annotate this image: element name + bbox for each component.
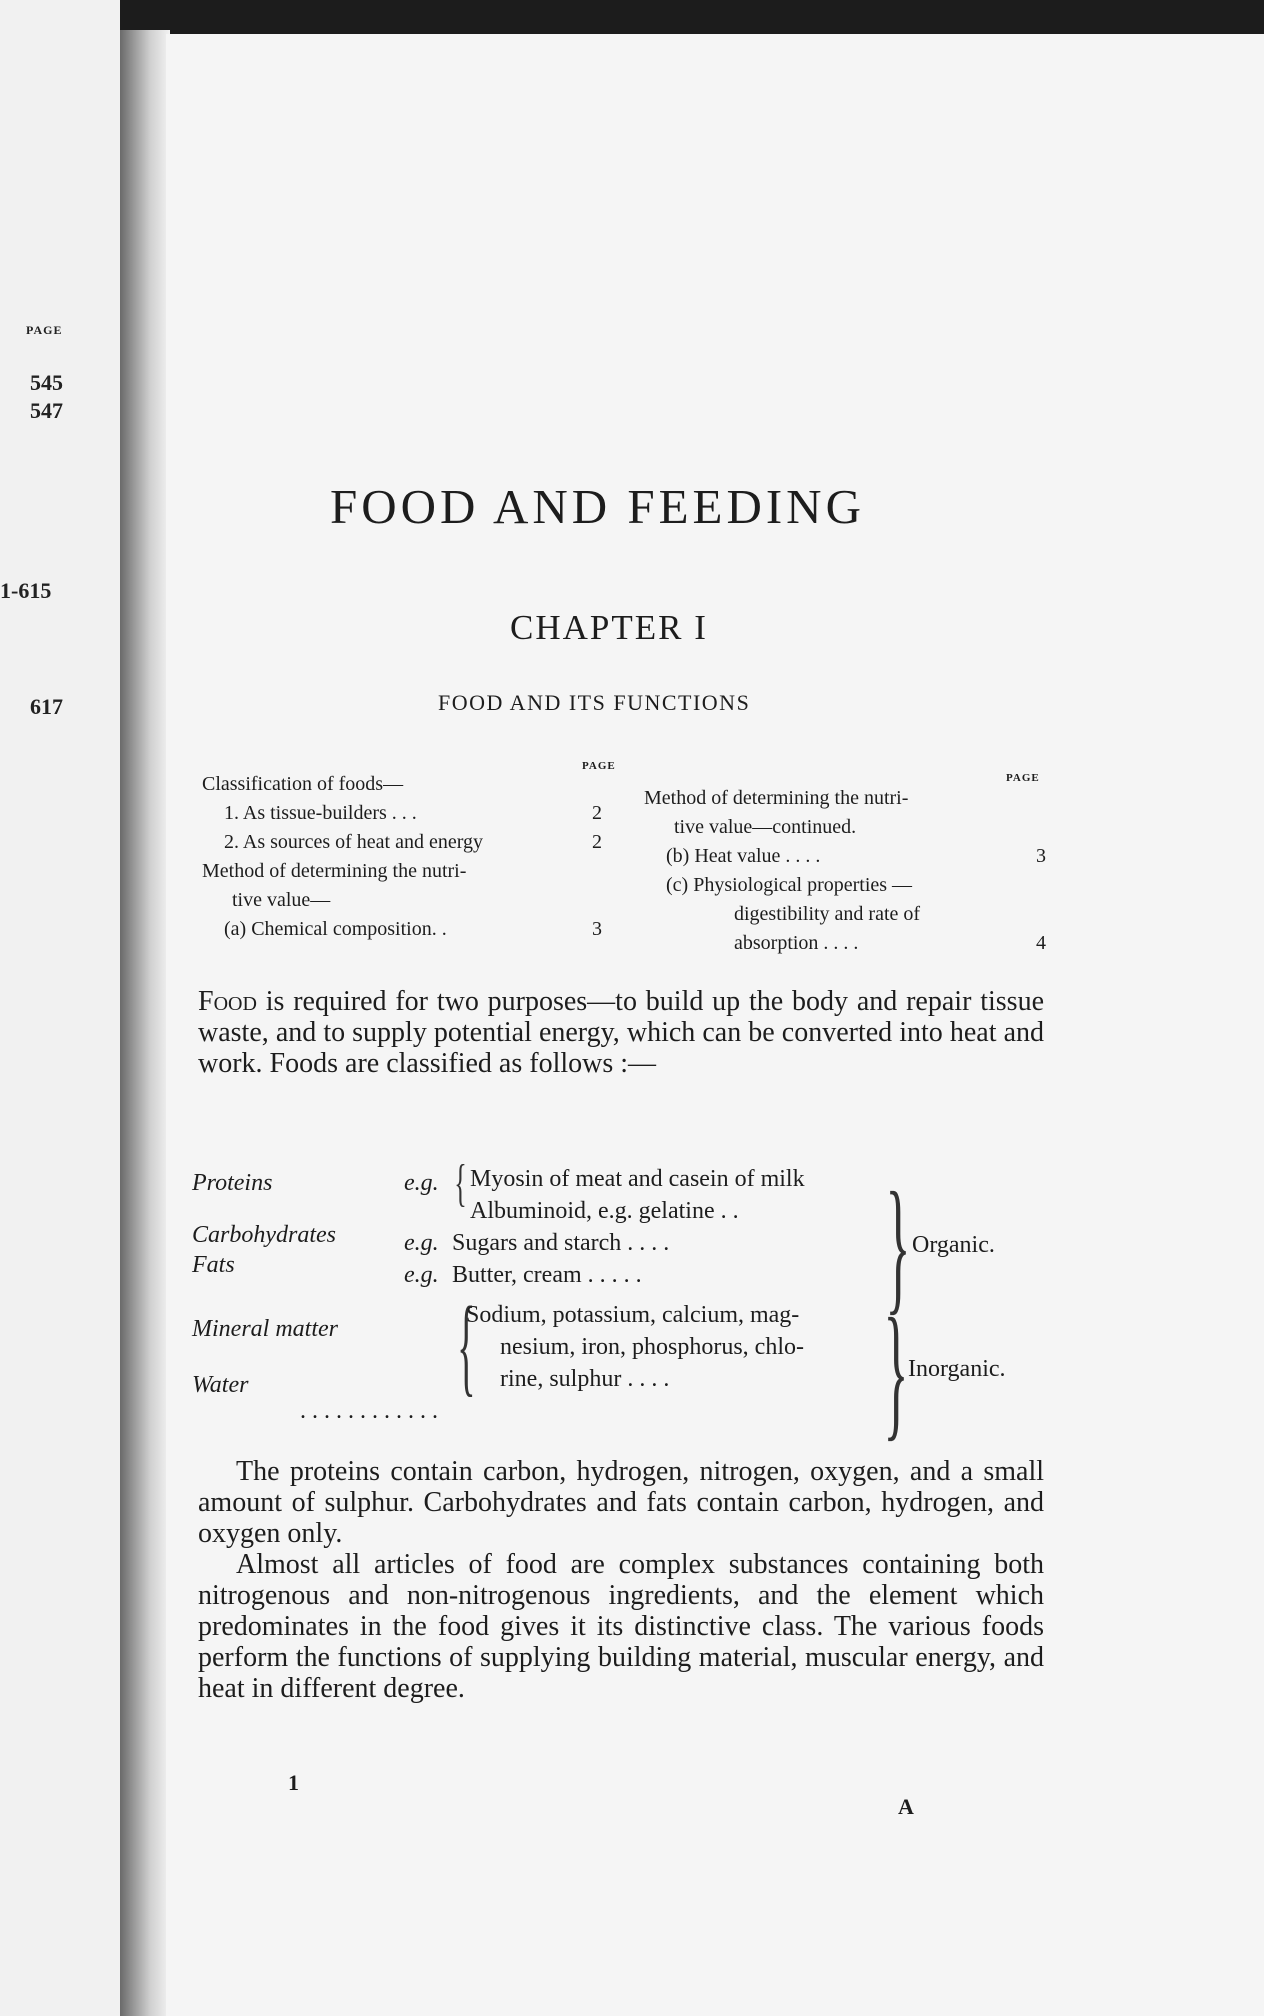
contents-page-label: PAGE [1006,772,1040,784]
signature-mark: A [898,1794,914,1819]
right-brace: } [883,1288,909,1454]
food-class-name: Proteins [192,1170,273,1196]
contents-entry: (b) Heat value . . . . 3 [666,845,1046,867]
inorganic-label: Inorganic. [908,1356,1006,1382]
right-brace: } [885,1162,911,1328]
food-example: Sugars and starch . . . . [452,1230,670,1256]
food-class-name: Fats [192,1252,235,1278]
chapter-heading: CHAPTER I [510,608,708,647]
eg-label: e.g. [404,1262,439,1288]
left-page-fragment [0,0,120,2016]
left-page-label: PAGE [26,323,63,337]
contents-right-column [644,784,1064,958]
contents-page-label: PAGE [582,760,616,772]
food-example: rine, sulphur . . . . [500,1366,670,1392]
contents-entry: (a) Chemical composition. . 3 [224,918,602,940]
food-class-name: Carbohydrates [192,1222,336,1248]
food-class-name: Water [192,1372,249,1398]
organic-label: Organic. [912,1232,995,1258]
eg-label: e.g. [404,1230,439,1256]
left-brace: { [454,1155,467,1212]
contents-left-column [202,770,622,944]
contents-entry: (c) Physiological properties — [666,874,913,896]
food-example: Sodium, potassium, calcium, mag- [466,1302,800,1328]
page-number: 1 [288,1770,299,1795]
body-paragraphs [198,1456,1044,1704]
left-brace: { [457,1284,476,1406]
contents-entry: 1. As tissue-builders . . . 2 [224,802,602,824]
food-example: . . . . . . . . . . . . [300,1398,438,1424]
intro-text: is required for two purposes—to build up the body and repair tissue waste, and to supply potential energy, which can be converted into heat and work. Foods are classified as follows :— [198,986,1044,1079]
chapter-subtitle: FOOD AND ITS FUNCTIONS [438,690,751,715]
contents-entry: Method of determining the nutri- [644,787,909,809]
eg-label: e.g. [404,1170,439,1196]
food-example: Albuminoid, e.g. gelatine . . [470,1198,739,1224]
left-page-number: 547 [30,398,63,423]
paragraph: Almost all articles of food are complex substances containing both nitrogenous and non-nitrogenous ingredients, and the element which predominates in the food gives it its distinctive class. The various foods perform the functions of supplying building material, muscular energy, and heat in different degree. [198,1549,1044,1704]
left-page-number: 1-615 [0,578,52,603]
book-title: FOOD AND FEEDING [330,479,865,534]
intro-first-word: Food [198,986,257,1017]
food-class-name: Mineral matter [192,1316,338,1342]
contents-entry: tive value— [232,889,331,911]
food-example: Butter, cream . . . . . [452,1262,642,1288]
contents-entry: absorption . . . . 4 [734,932,1046,954]
contents-entry: digestibility and rate of [734,903,921,925]
contents-entry: tive value—continued. [674,816,857,838]
left-page-number: 545 [30,370,63,395]
book-gutter [120,30,170,2016]
paragraph: The proteins contain carbon, hydrogen, nitrogen, oxygen, and a small amount of sulphur. Carbohydrates and fats contain carbon, hydrogen, and oxygen only. [198,1456,1044,1549]
contents-entry: Method of determining the nutri- [202,860,467,882]
food-example: Myosin of meat and casein of milk [470,1166,805,1192]
contents-entry: 2. As sources of heat and energy 2 [224,831,602,853]
left-page-number: 617 [30,694,63,719]
intro-paragraph [198,986,1044,1079]
contents-entry: Classification of foods— [202,773,404,795]
food-example: nesium, iron, phosphorus, chlo- [500,1334,804,1360]
